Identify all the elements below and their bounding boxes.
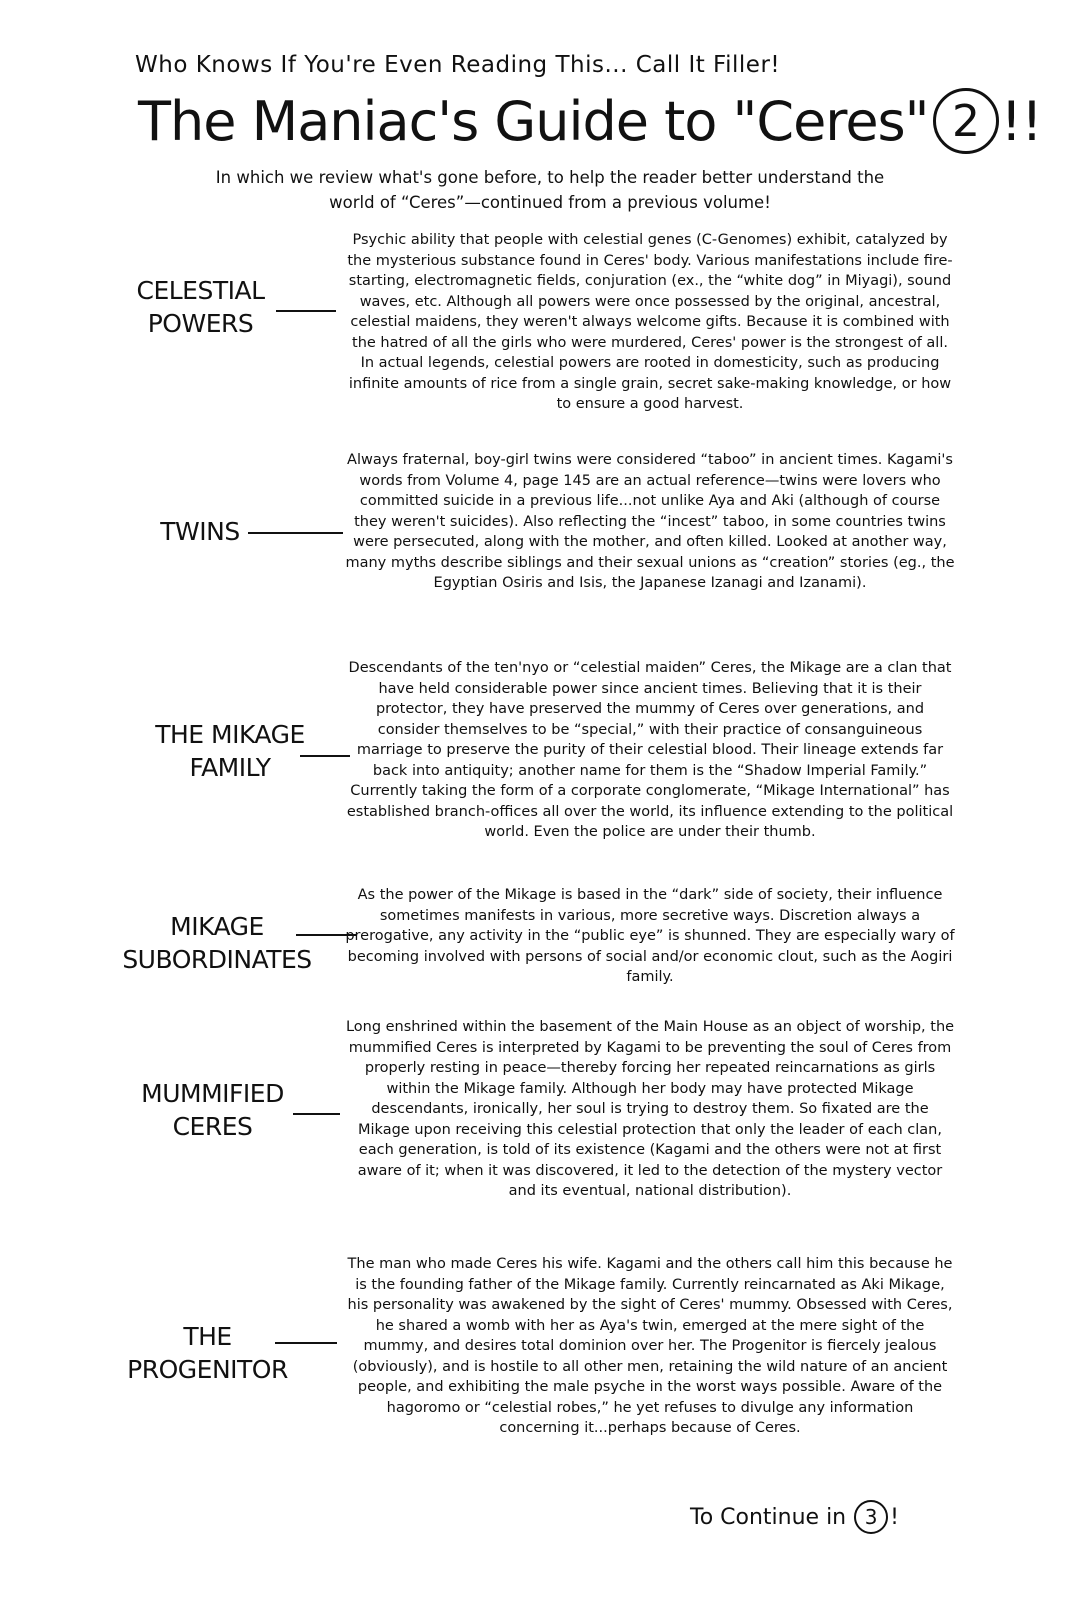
connector-line bbox=[300, 755, 350, 757]
footer-text: To Continue in bbox=[690, 1504, 847, 1530]
title-text: The Maniac's Guide to "Ceres" bbox=[138, 89, 929, 153]
label-celestial-powers: CELESTIAL POWERS bbox=[136, 276, 265, 338]
volume-number-circle: 2 bbox=[933, 88, 999, 154]
subtitle: In which we review what's gone before, to help the reader better understand the world of “Ceres”—continued from a previous volume! bbox=[215, 168, 885, 212]
connector-line bbox=[276, 310, 336, 312]
title-exclaim: !! bbox=[1000, 89, 1042, 153]
label-twins: TWINS bbox=[160, 517, 240, 546]
entry-mikage-family: Descendants of the ten'nyo or “celestial maiden” Ceres, the Mikage are a clan that have held considerable power since ancient times. Believing that it is their protector, they have preserved the mummy of Ceres over generations, and consider themselves to be “special,” with their practice of consanguineous marriage to preserve the purity of their celestial blood. Their lineage extends far back into antiquity; another name for them is the “Shadow Imperial Family.” Currently taking the form of a corporate conglomerate, “Mikage International” has established branch-offices all over the world, its influence extending to the political world. Even the police are under their thumb. bbox=[346, 660, 954, 840]
continue-footer bbox=[690, 1500, 899, 1534]
entry-mummified-ceres: Long enshrined within the basement of the Main House as an object of worship, the mummified Ceres is interpreted by Kagami to be preventing the soul of Ceres from properly resting in peace—thereby forcing her repeated reincarnations as girls within the Mikage family. Although her body may have protected Mikage descendants, ironically, her soul is trying to destroy them. So fixated are the Mikage upon receiving this celestial protection that only the leader of each clan, each generation, is told of its existence (Kagami and the others were not at first aware of it; when it was discovered, it led to the detection of the mystery vector and its eventual, national distribution). bbox=[345, 1019, 955, 1199]
page-title bbox=[138, 88, 1042, 154]
label-the-progenitor: THE PROGENITOR bbox=[127, 1322, 288, 1384]
label-mummified-ceres: MUMMIFIED CERES bbox=[141, 1079, 284, 1141]
entry-the-progenitor: The man who made Ceres his wife. Kagami and the others call him this because he is the founding father of the Mikage family. Currently reincarnated as Aki Mikage, his personality was awakened by the sight of Ceres' mummy. Obsessed with Ceres, he shared a womb with her as Aya's twin, emerged at the mere sight of the mummy, and desires total dominion over her. The Progenitor is fiercely jealous (obviously), and is hostile to all other men, retaining the wild nature of an ancient people, and exhibiting the male psyche in the worst ways possible. Aware of the hagoromo or “celestial robes,” he yet refuses to divulge any information concerning it...perhaps because of Ceres. bbox=[347, 1256, 953, 1436]
connector-line bbox=[293, 1113, 340, 1115]
label-mikage-subordinates: MIKAGE SUBORDINATES bbox=[122, 912, 312, 974]
footer-exclaim: ! bbox=[890, 1504, 899, 1530]
entry-twins: Always fraternal, boy-girl twins were considered “taboo” in ancient times. Kagami's words from Volume 4, page 145 are an actual reference—twins were lovers who committed suicide in a previous life...not unlike Aya and Aki (although of course they weren't suicides). Also reflecting the “incest” taboo, in some countries twins were persecuted, along with the mother, and often killed. Looked at another way, many myths describe siblings and their sexual unions as “creation” stories (eg., the Egyptian Osiris and Isis, the Japanese Izanagi and Izanami). bbox=[345, 452, 955, 591]
connector-line bbox=[248, 532, 343, 534]
entry-celestial-powers: Psychic ability that people with celestial genes (C-Genomes) exhibit, catalyzed by the mysterious substance found in Ceres' body. Various manifestations include fire-starting, electromagnetic fields, conjuration (ex., the “white dog” in Miyagi), sound waves, etc. Although all powers were once possessed by the original, ancestral, celestial maidens, they weren't always welcome gifts. Because it is combined with the hatred of all the girls who were murdered, Ceres' power is the strongest of all. In actual legends, celestial powers are rooted in domesticity, such as producing infinite amounts of rice from a single grain, secret sake-making knowledge, or how to ensure a good harvest. bbox=[347, 232, 953, 412]
next-volume-circle: 3 bbox=[854, 1500, 888, 1534]
label-mikage-family: THE MIKAGE FAMILY bbox=[155, 720, 305, 782]
kicker-line: Who Knows If You're Even Reading This... Call It Filler! bbox=[135, 52, 781, 78]
connector-line bbox=[275, 1342, 337, 1344]
entry-mikage-subordinates: As the power of the Mikage is based in the “dark” side of society, their influence sometimes manifests in various, more secretive ways. Discretion always a prerogative, any activity in the “public eye” is shunned. They are especially wary of becoming involved with persons of social and/or economic clout, such as the Aogiri family. bbox=[345, 887, 955, 985]
